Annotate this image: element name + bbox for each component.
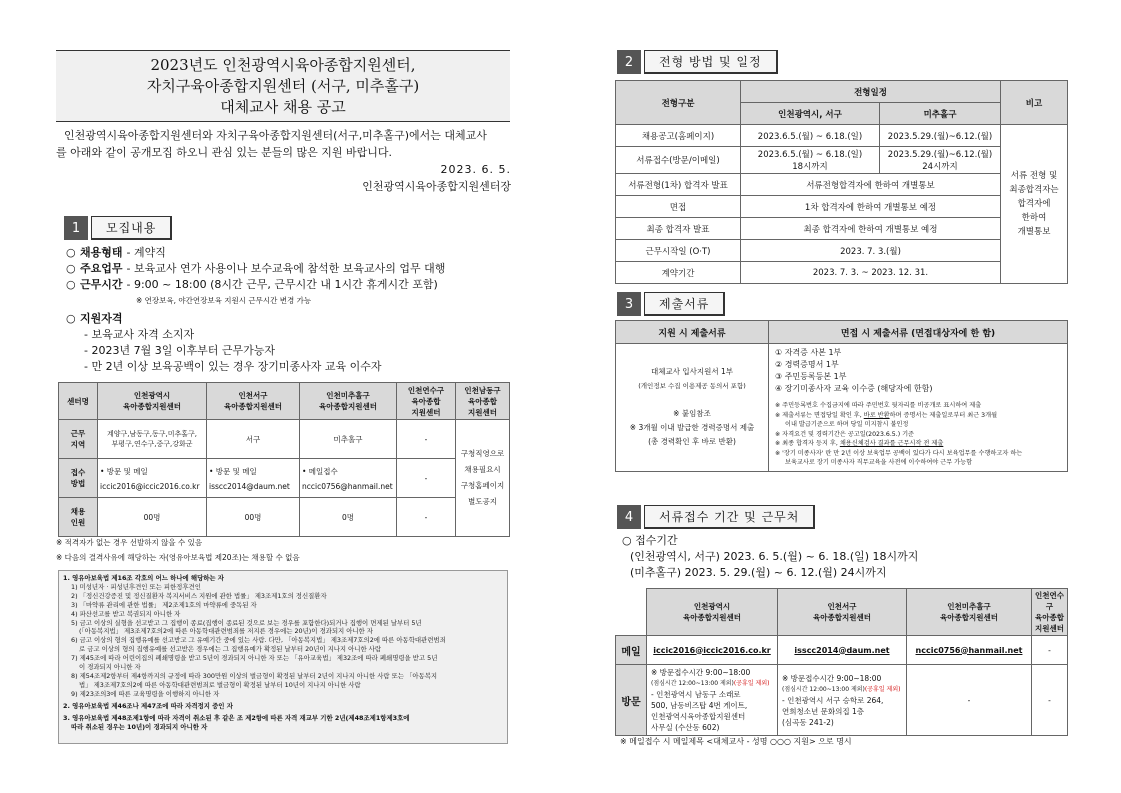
legal-heading-3: 3. 영유아보육법 제48조제1항에 따라 자격이 취소된 후 같은 조 제2항에 따른 자격 재교부 기한 2년(제48조제1항제3호에: [63, 713, 410, 722]
table-row: [59, 498, 510, 537]
section-2-number: 2: [617, 50, 641, 74]
section-2-header: [617, 50, 778, 74]
doc-note-1: ※ 주민등록번호 수집금지에 따라 주민번호 뒷자리를 비공개로 표시하여 제출: [775, 402, 982, 409]
section-4-number: 4: [617, 505, 641, 529]
cell-area-incheon: 계양구,남동구,동구,미추홀구, 부평구,연수구,중구,강화군: [98, 420, 207, 459]
cell-area-michuhol: 미추홀구: [300, 420, 397, 459]
cell-method-seogu: [207, 459, 300, 498]
section-3-number: 3: [617, 292, 641, 316]
doc-note-4-a: ※ 최종 합격자 등지 후,: [775, 440, 840, 447]
table-row: [616, 344, 1068, 472]
period-title: [622, 533, 918, 549]
row-label: 계약기간: [616, 262, 741, 284]
legal-item: 8) 제54조제2항부터 제4항까지의 규정에 따라 300만원 이상의 벌금형이 확정된 날부터 2년이 지나지 아니한 사람 또는 「아동복지: [71, 671, 438, 680]
visit-holiday: (공휴일 제외): [864, 685, 901, 693]
header-note: 비고: [1001, 81, 1068, 125]
employment-type-key: 채용형태: [80, 246, 123, 259]
section-3-label: 제출서류: [644, 292, 725, 316]
cell-method-yeonsu: -: [397, 459, 456, 498]
legal-item: 6) 금고 이상의 형의 집행유예를 선고받고 그 유예기간 중에 있는 사람. 다만, 「아동복지법」 제3조제7호의2에 따른 아동학대관련범죄: [71, 636, 446, 645]
doc-note-5: ※ '장기 미종사자' 란 만 2년 이상 보육업무 공백이 있다가 다시 보육업무를 수행하고자 하는: [775, 449, 1023, 457]
bullet: ○: [66, 312, 76, 325]
row-label-visit: 방문: [616, 665, 647, 736]
method-visit-mail: • 방문 및 메일: [100, 466, 148, 476]
header-interview-docs: 면접 시 제출서류 (면접대상자에 한 함): [769, 321, 1068, 344]
header-namdong: 인천남동구 육아종합 지원센터: [456, 383, 510, 420]
doc-training: ④ 장기미종사자 교육 이수증 (해당자에 한함): [775, 384, 933, 393]
intro-text-1: 인천광역시육아종합지원센터와 자치구육아종합지원센터(서구,미추홀구)에서는 대체교사: [64, 129, 487, 142]
doc-note-2-b: 하며 증명서는 제출일로부터 최근 3개월: [889, 411, 998, 419]
table-row: [616, 174, 1068, 196]
period-michuhol: (미추홀구) 2023. 5. 29.(월) ~ 6. 12.(월) 24시까지: [630, 566, 887, 579]
legal-item: 로 금고 이상의 형의 집행유예를 선고받은 경우에는 그 집행유예가 확정된 날부터 20년이 지나지 아니한 사람: [79, 645, 382, 654]
header-michuhol: 인천미추홀구 육아종합지원센터: [300, 383, 397, 420]
legal-heading-1: 1. 영유아보육법 제16조 각호의 어느 하나에 해당하는 자: [63, 574, 224, 582]
doc-note-3: ※ 자격요건 및 경력기간은 공고일(2023.6.5.) 기준: [775, 430, 915, 438]
row-label: 서류접수(방문/이메일): [616, 147, 741, 174]
visit-holiday: (공휴일 제외): [733, 680, 770, 687]
email-yeonsu: -: [1032, 636, 1068, 665]
main-duty-value: - 보육교사 연가 사용이나 보수교육에 참석한 보육교사의 업무 대행: [126, 262, 446, 275]
cell-a: 2023.6.5.(월) ~ 6.18.(일) 18시까지: [741, 147, 880, 174]
cell-count-michuhol: 0명: [300, 498, 397, 537]
cell-merged: 서류전형합격자에 한하여 개별통보: [741, 174, 1001, 196]
documents-header: [616, 321, 1068, 344]
visit-address-2: 500, 남동비즈탑 4번 게이트,: [651, 701, 748, 710]
cell-area-yeonsu: -: [397, 420, 456, 459]
period-title-text: 접수기간: [635, 534, 678, 547]
visit-hours: ※ 방문접수시간 9:00~18:00: [782, 673, 882, 683]
main-duty-row: [66, 261, 511, 277]
bullet: ○: [66, 246, 76, 259]
work-hours-key: 근무시간: [80, 278, 123, 291]
note-disqualification: ※ 다음의 결격사유에 해당하는 자(영유아보육법 제20조)는 채용할 수 없음: [56, 553, 300, 562]
table-row: [616, 218, 1068, 240]
legal-item: 2) 「정신건강증진 및 정신질환자 복지서비스 지원에 관한 법률」 제3조제1호의 정신질환자: [71, 591, 327, 600]
row-label: 근무시작일 (O·T): [616, 240, 741, 262]
header-incheon: 인천광역시 육아종합지원센터: [647, 589, 778, 636]
header-yeonsu: 인천연수구 육아종합 지원센터: [1032, 589, 1068, 636]
apply-career-return: (총 경력확인 후 바로 반환): [648, 437, 736, 447]
header-apply-docs: 지원 시 제출서류: [616, 321, 769, 344]
interview-docs-cell: [769, 344, 1068, 472]
visit-address-3: (심곡동 241-2): [782, 717, 834, 727]
bullet: ○: [66, 278, 76, 291]
mail-subject-note: ※ 메일접수 시 메일제목 <대체교사 - 성명 ○○○ 지원> 으로 명시: [620, 737, 852, 746]
employment-type-value: - 계약직: [126, 246, 166, 259]
notice-date: 2023. 6. 5.: [440, 163, 511, 176]
legal-item: 4) 파산선고를 받고 복권되지 아니한 자: [71, 609, 181, 618]
table-row: [616, 262, 1068, 284]
cell-merged: 1차 합격자에 한하여 개별통보 예정: [741, 196, 1001, 218]
doc-certificate: ① 자격증 사본 1부: [775, 348, 842, 357]
section-1-number: 1: [64, 216, 88, 240]
header-michuhol: 인천미추홀구 육아종합지원센터: [907, 589, 1032, 636]
section-1-label: 모집내용: [91, 216, 172, 240]
qualification-row: [66, 311, 511, 327]
header-yeonsu: 인천연수구 육아종합 지원센터: [397, 383, 456, 420]
cell-namdong-merged: 구청직영으로 채용필요시 구청홈페이지 별도공지: [456, 420, 510, 537]
work-hours-note: ※ 연장보육, 야간연장보육 지원시 근무시간 변경 가능: [136, 296, 312, 305]
table-row: [616, 665, 1068, 736]
table-row: [616, 125, 1068, 147]
visit-lunch-text: (점심시간 12:00~13:00 제외): [651, 680, 734, 687]
notes-1: [56, 535, 300, 565]
email-michuhol[interactable]: nccic0756@hanmail.net: [302, 481, 393, 491]
legal-heading-2: 2. 영유아보육법 제46조나 제47조에 따라 자격정지 중인 자: [63, 701, 233, 710]
email-incheon[interactable]: iccic2016@iccic2016.co.kr: [100, 481, 200, 491]
disqualification-box: [58, 570, 508, 744]
cell-a: 2023.6.5.(월) ~ 6.18.(일): [741, 125, 880, 147]
legal-item: 1) 미성년자 · 피성년후견인 또는 피한정후견인: [71, 582, 201, 591]
intro-text-2: 를 아래와 같이 공개모집 하오니 관심 있는 분들의 많은 지원 바랍니다.: [56, 146, 392, 159]
title-line-3: 대체교사 채용 공고: [220, 97, 346, 116]
application-period: [622, 533, 918, 581]
qualification-2: - 2023년 7월 3일 이후부터 근무가능자: [84, 344, 275, 357]
schedule-note: 서류 전형 및 최종합격자는 합격자에 한하여 개별통보: [1001, 125, 1068, 284]
note-no-candidate: ※ 적격자가 없는 경우 선발하지 않을 수 있음: [56, 538, 203, 547]
cell-method-incheon: [98, 459, 207, 498]
apply-docs-cell: [616, 344, 769, 472]
doc-career: ② 경력증명서 1부: [775, 360, 839, 369]
visit-michuhol: -: [907, 665, 1032, 736]
header-michuhol: 미추홀구: [880, 103, 1001, 125]
email-seogu[interactable]: isscc2014@daum.net: [778, 636, 907, 665]
qualification-1: - 보육교사 자격 소지자: [84, 328, 195, 341]
notice-org: 인천광역시육아종합지원센터장: [362, 180, 511, 193]
legal-item: 3) 「마약류 관리에 관한 법률」 제2조제1호의 마약류에 중독된 자: [71, 600, 257, 609]
email-michuhol[interactable]: nccic0756@hanmail.net: [907, 636, 1032, 665]
doc-note-2-a: ※ 제출서류는 면접당일 확인 후,: [775, 411, 864, 419]
row-label-mail: 메일: [616, 636, 647, 665]
legal-item: 7) 제45조에 따라 어린이집의 폐쇄명령을 받고 5년이 경과되지 아니한 자 또는 「유아교육법」 제32조에 따라 폐쇄명령을 받고 5년: [71, 654, 438, 663]
table-row: [59, 420, 510, 459]
cell-method-michuhol: [300, 459, 397, 498]
work-hours-value: - 9:00 ~ 18:00 (8시간 근무, 근무시간 내 1시간 휴게시간 포함): [126, 278, 438, 291]
method-mail: • 메일접수: [302, 466, 338, 476]
visit-incheon: [647, 665, 778, 736]
header-center: 센터명: [59, 383, 98, 420]
visit-address-1: - 인천광역시 남동구 소래로: [651, 690, 741, 699]
legal-item: 법」 제3조제7호의2에 따른 아동학대관련범죄로 벌금형이 확정된 날부터 10년이 지나지 아니한 사람: [79, 680, 361, 689]
header-blank: [616, 589, 647, 636]
legal-item: 5) 금고 이상의 실형을 선고받고 그 집행이 종료(집행이 종료된 것으로 보는 경우를 포함한다)되거나 집행이 면제된 날부터 5년: [71, 618, 422, 627]
visit-lunch: [651, 678, 773, 689]
title-line-1: 2023년도 인천광역시육아종합지원센터,: [150, 55, 416, 74]
section-4-header: [617, 505, 815, 529]
cell-merged: 최종 합격자에 한하여 개별통보 예정: [741, 218, 1001, 240]
visit-seogu: [778, 665, 907, 736]
header-seogu: 인천서구 육아종합지원센터: [778, 589, 907, 636]
doc-note-2: [775, 411, 1061, 421]
section-2-label: 전형 방법 및 일정: [644, 50, 778, 74]
header-type: 전형구분: [616, 81, 741, 125]
section-4-label: 서류접수 기간 및 근무처: [644, 505, 815, 529]
cell-merged: 2023. 7. 3. ~ 2023. 12. 31.: [741, 262, 1001, 284]
cell-count-incheon: 00명: [98, 498, 207, 537]
header-schedule: 전형일정: [741, 81, 1001, 103]
row-label-count: 채용 인원: [59, 498, 98, 537]
main-duty-key: 주요업무: [80, 262, 123, 275]
email-incheon[interactable]: iccic2016@iccic2016.co.kr: [647, 636, 778, 665]
doc-note-4: [775, 439, 1061, 449]
legal-item: 9) 제23조의3에 따른 교육명령을 이행하지 아니한 자: [71, 689, 220, 698]
period-incheon-seogu: (인천광역시, 서구) 2023. 6. 5.(월) ~ 6. 18.(일) 18시까지: [630, 550, 919, 563]
header-seogu: 인천서구 육아종합지원센터: [207, 383, 300, 420]
visit-hours: ※ 방문접수시간 9:00~18:00: [651, 668, 751, 677]
workplace-header: [616, 589, 1068, 636]
row-label: 최종 합격자 발표: [616, 218, 741, 240]
row-label-method: 접수 방법: [59, 459, 98, 498]
center-table-header: [59, 383, 510, 420]
legal-item: 이 경과되지 아니한 자: [79, 663, 141, 672]
visit-address-1: - 인천광역시 서구 승학로 264,: [782, 695, 884, 705]
table-row: [616, 147, 1068, 174]
qualification-key: 지원자격: [80, 312, 123, 325]
bullet: ○: [66, 262, 76, 275]
apply-form: 대체교사 입사지원서 1부: [651, 367, 733, 377]
table-row: [616, 196, 1068, 218]
visit-lunch-text: (점심시간 12:00~13:00 제외): [782, 685, 865, 693]
cell-merged: 2023. 7. 3.(월): [741, 240, 1001, 262]
header-incheon-seogu: 인천광역시, 서구: [741, 103, 880, 125]
table-row: [616, 240, 1068, 262]
cell-area-seogu: 서구: [207, 420, 300, 459]
cell-b: 2023.5.29.(월)~6.12.(월): [880, 125, 1001, 147]
row-label: 채용공고(홈페이지): [616, 125, 741, 147]
visit-address-4: 사무실 (수산동 602): [651, 723, 720, 732]
apply-career-cert: ※ 3개월 이내 발급한 경력증명서 제출: [629, 423, 755, 433]
doc-note-2-cont: 이내 발급기준으로 하며 당일 미지참시 불인정: [785, 421, 909, 428]
work-hours-row: [66, 277, 511, 293]
title-line-2: 자치구육아종합지원센터 (서구, 미추홀구): [146, 76, 420, 95]
workplace-table: [615, 588, 1068, 736]
table-row: [59, 459, 510, 498]
visit-address-3: 인천광역시육아종합지원센터: [651, 712, 746, 721]
legal-heading-3-cont: 따라 취소된 경우는 10년)이 경과되지 아니한 자: [71, 722, 208, 731]
cell-count-seogu: 00명: [207, 498, 300, 537]
cell-count-yeonsu: -: [397, 498, 456, 537]
section-3-header: [617, 292, 725, 316]
method-visit-mail: • 방문 및 메일: [209, 466, 257, 476]
title-box: [56, 50, 510, 122]
employment-type-row: [66, 245, 511, 261]
email-seogu[interactable]: isscc2014@daum.net: [209, 481, 290, 491]
doc-note-4-underline: 채용신체검사 결과를 근무시작 전 제출: [839, 440, 944, 447]
bullet: ○: [622, 534, 632, 547]
row-label-area: 근무 지역: [59, 420, 98, 459]
intro: [56, 127, 511, 195]
section-1-header: [64, 216, 172, 240]
apply-form-consent: (개인정보 수집 이용제공 동의서 포함): [638, 382, 746, 391]
recruitment-details: [66, 245, 511, 375]
legal-item: (「아동복지법」 제3조제7호의2에 따른 아동학대관련범죄를 저지른 경우에는 20년)이 경과되지 아니한 자: [79, 627, 373, 636]
schedule-header: [616, 81, 1068, 103]
table-row: [616, 636, 1068, 665]
doc-note-5-cont: 보육교사로 장기 미종사자 직무교육을 사전에 이수하여야 근무 가능함: [785, 459, 973, 466]
doc-note-2-underline: 바로 반환: [863, 411, 890, 419]
row-label: 면접: [616, 196, 741, 218]
cell-b: 2023.5.29.(월)~6.12.(월) 24시까지: [880, 147, 1001, 174]
row-label: 서류전형(1차) 합격자 발표: [616, 174, 741, 196]
apply-attachment: ※ 붙임참조: [673, 409, 711, 419]
documents-table: [615, 320, 1068, 472]
header-incheon: 인천광역시 육아종합지원센터: [98, 383, 207, 420]
visit-yeonsu: -: [1032, 665, 1068, 736]
visit-address-2: 연희청소년 문화의집 1층: [782, 706, 864, 716]
center-table: [58, 382, 510, 537]
doc-resident: ③ 주민등록등본 1부: [775, 372, 847, 381]
visit-lunch: [782, 684, 902, 695]
schedule-table: [615, 80, 1068, 284]
qualification-3: - 만 2년 이상 보육공백이 있는 경우 장기미종사자 교육 이수자: [84, 360, 382, 373]
